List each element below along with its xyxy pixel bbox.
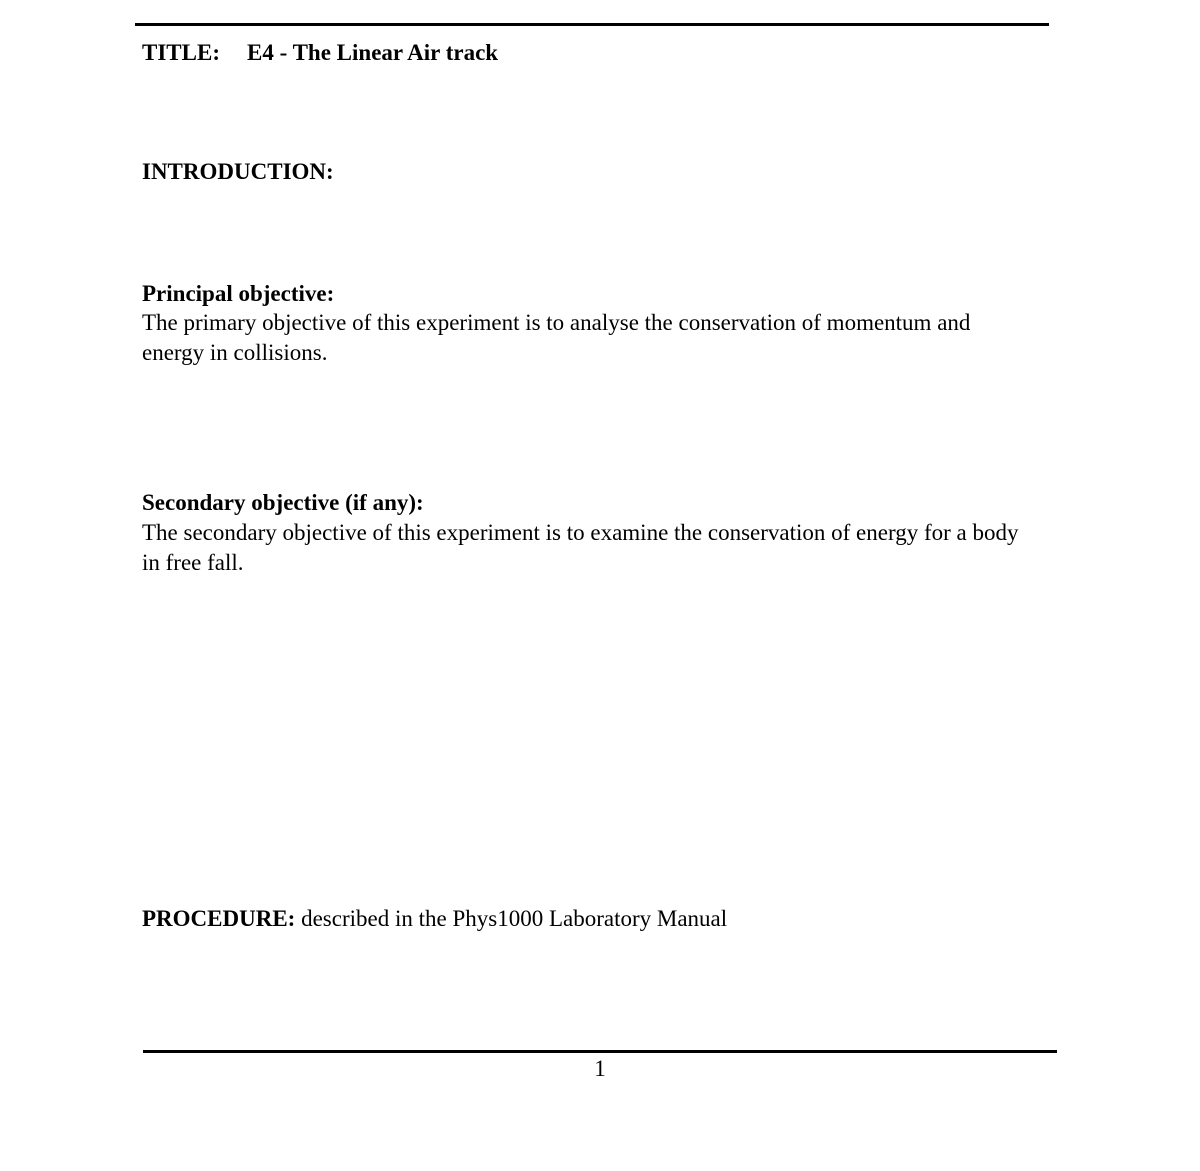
- secondary-objective-heading: Secondary objective (if any):: [142, 490, 424, 515]
- principal-objective-heading: Principal objective:: [142, 281, 335, 306]
- title-line: [142, 38, 498, 68]
- procedure-body: described in the Phys1000 Laboratory Manual: [301, 906, 728, 931]
- procedure-line: [142, 904, 727, 934]
- title-label: TITLE:: [142, 40, 220, 65]
- top-rule: [135, 23, 1049, 26]
- footer-rule: [143, 1050, 1057, 1053]
- title-value: E4 - The Linear Air track: [247, 40, 499, 65]
- procedure-heading: PROCEDURE:: [142, 906, 296, 931]
- principal-objective-body: The primary objective of this experiment is to analyse the conservation of momentum and energy in collisions.: [142, 310, 971, 365]
- secondary-objective-body: The secondary objective of this experiment is to examine the conservation of energy for a body in free fall.: [142, 520, 1019, 575]
- page-number: 1: [594, 1056, 606, 1081]
- introduction-heading: INTRODUCTION:: [142, 159, 334, 184]
